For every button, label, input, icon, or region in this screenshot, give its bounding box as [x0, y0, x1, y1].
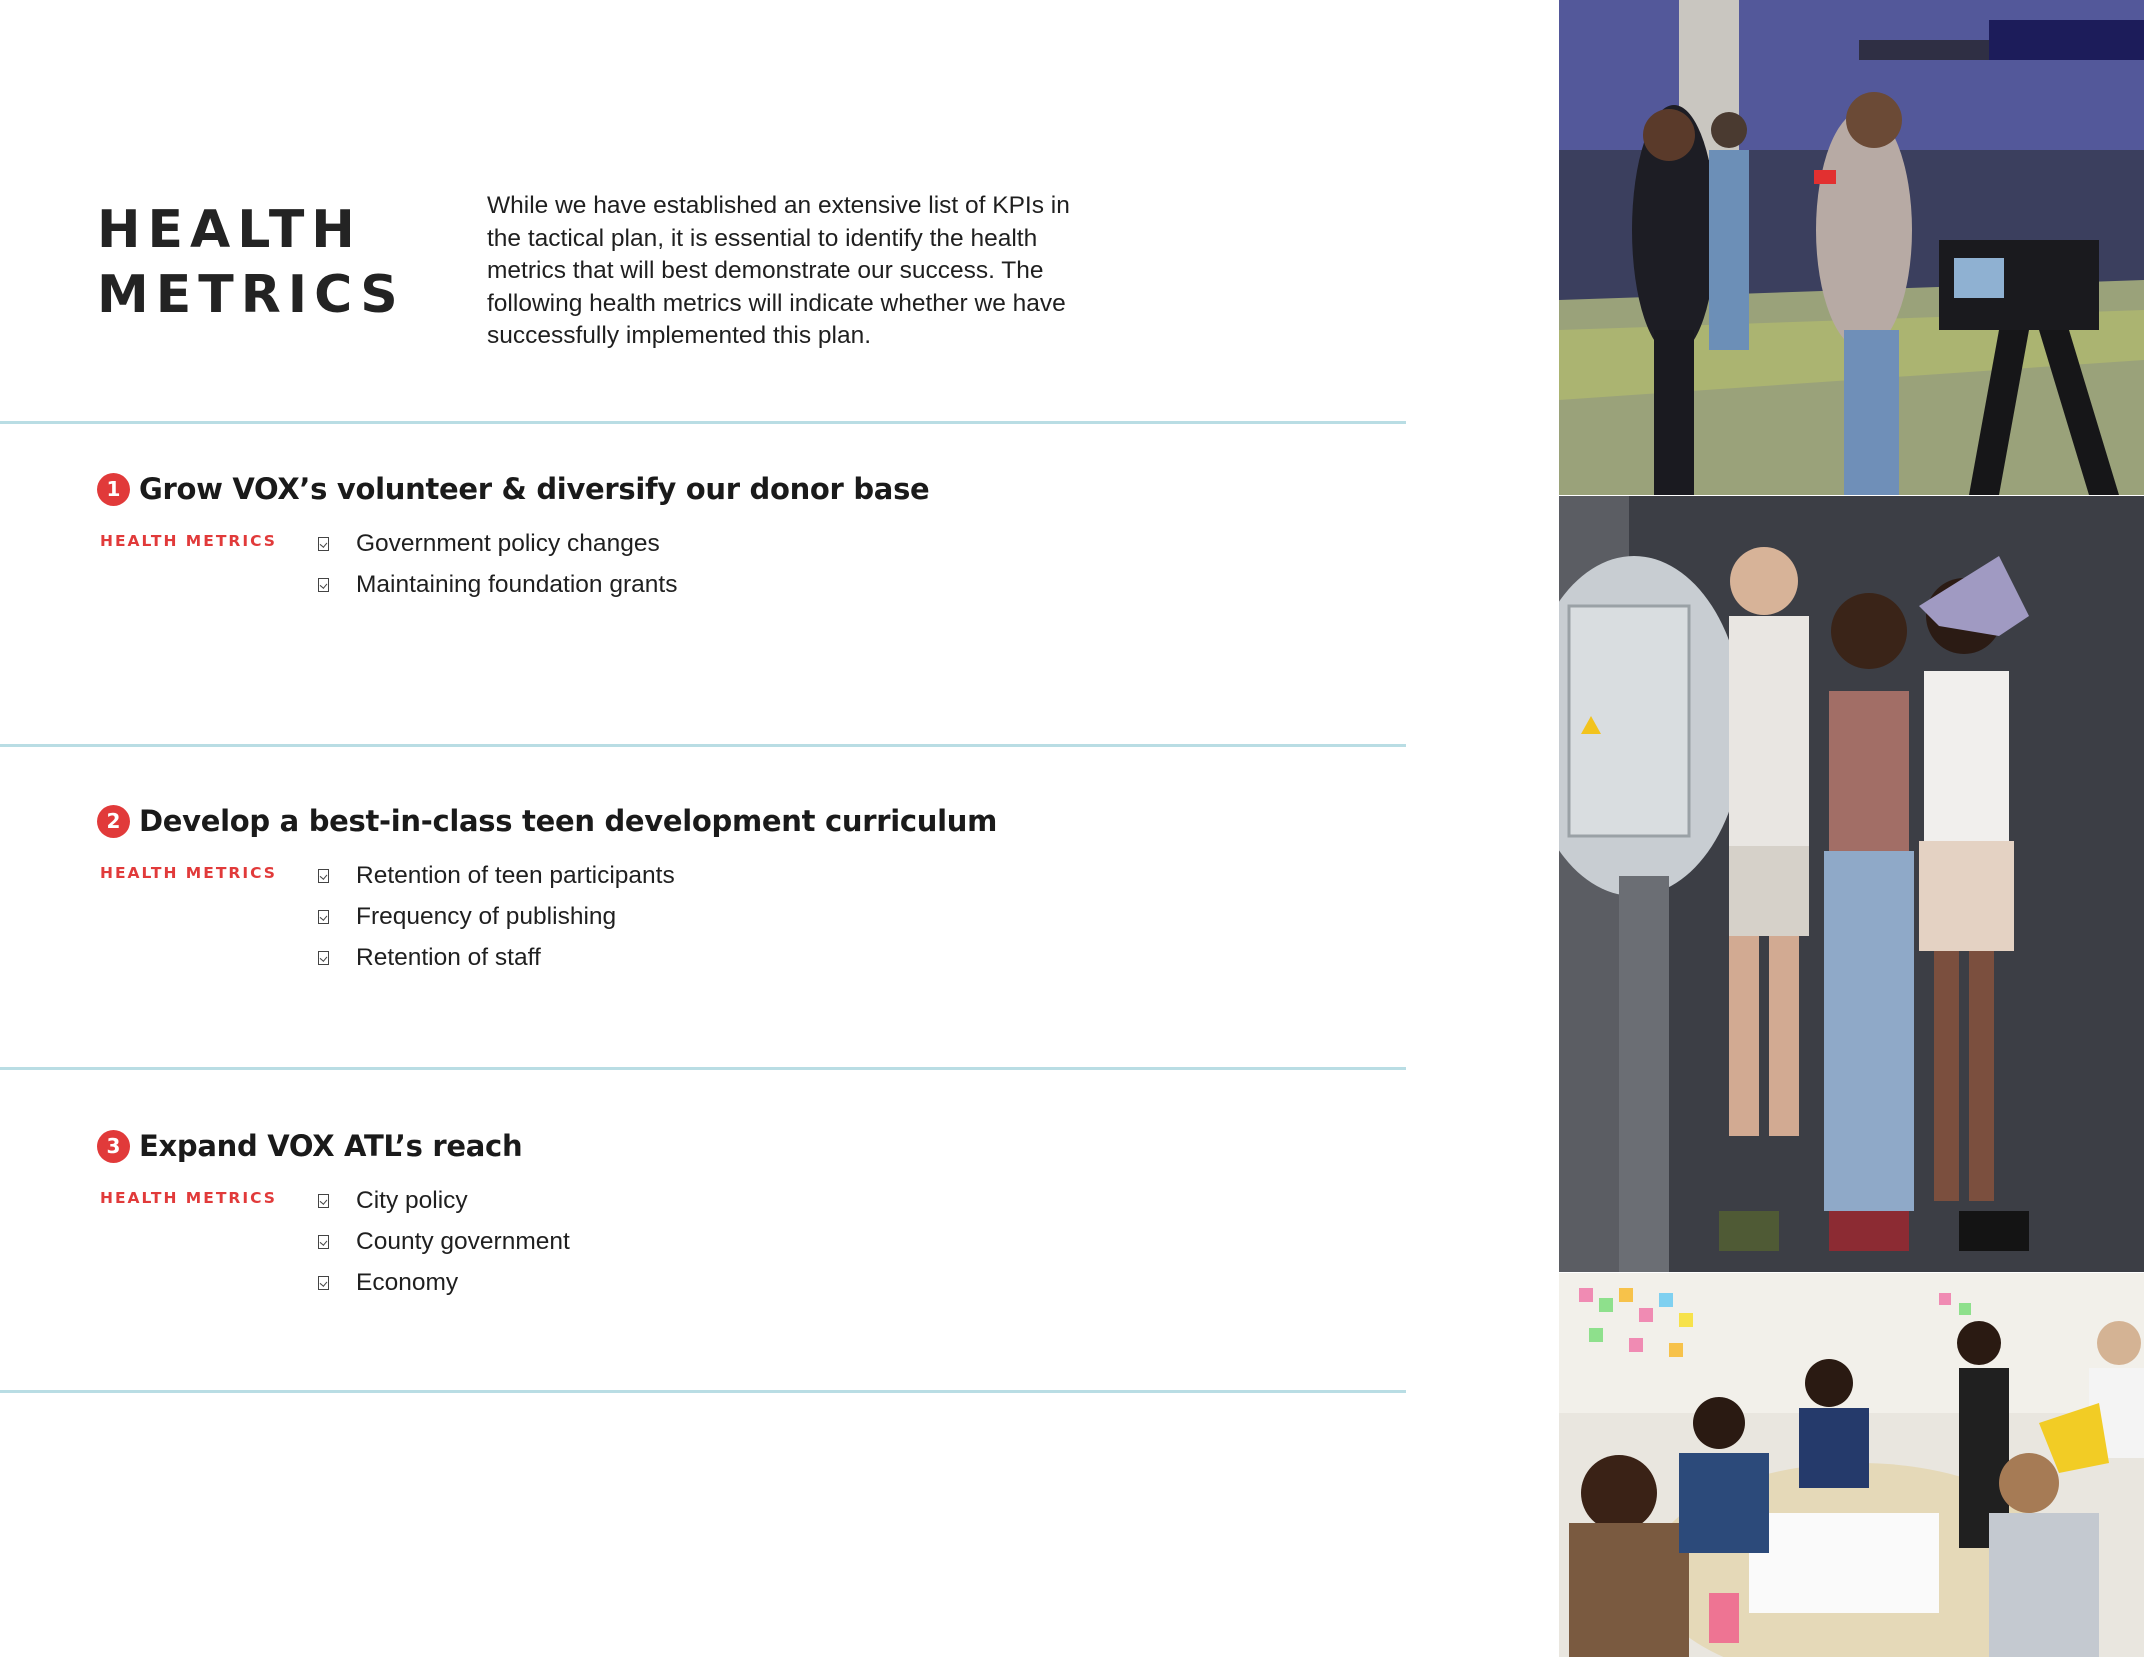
metric-text: County government [356, 1227, 570, 1255]
metric-item [318, 1221, 570, 1262]
photo-interview-icon [1559, 0, 2144, 495]
divider-3 [0, 1067, 1406, 1070]
checkbox-icon [318, 951, 329, 965]
metric-list [318, 855, 675, 978]
health-metrics-label: HEALTH METRICS [100, 532, 277, 550]
metric-list [318, 523, 677, 605]
goal-heading [97, 1124, 1397, 1168]
photo-interview [1559, 0, 2144, 495]
page-title-line-2: METRICS [97, 265, 405, 325]
metric-text: Government policy changes [356, 529, 660, 557]
metric-text: Economy [356, 1268, 459, 1296]
metric-item [318, 855, 675, 896]
metric-text: Retention of staff [356, 943, 541, 971]
metric-text: City policy [356, 1186, 468, 1214]
photo-group-icon [1559, 496, 2144, 1272]
metric-item [318, 564, 677, 605]
divider-4 [0, 1390, 1406, 1393]
health-metrics-label: HEALTH METRICS [100, 864, 277, 882]
goal-number-badge: 3 [97, 1130, 130, 1163]
metric-item [318, 1262, 570, 1303]
goal-title: Develop a best-in-class teen development curriculum [139, 804, 997, 838]
metric-item [318, 937, 675, 978]
goal-section-2 [97, 799, 1397, 971]
metric-item [318, 523, 677, 564]
page-title-line-1: HEALTH [97, 200, 362, 260]
checkbox-icon [318, 1194, 329, 1208]
goal-section-3 [97, 1124, 1397, 1296]
divider-1 [0, 421, 1406, 424]
health-metrics-label: HEALTH METRICS [100, 1189, 277, 1207]
photo-workshop-icon [1559, 1273, 2144, 1657]
goal-heading [97, 467, 1397, 511]
goal-heading [97, 799, 1397, 843]
goal-number-badge: 1 [97, 473, 130, 506]
metric-item [318, 1180, 570, 1221]
photo-workshop [1559, 1273, 2144, 1657]
metric-list [318, 1180, 570, 1303]
goal-section-1 [97, 467, 1397, 598]
page-title [97, 198, 405, 328]
checkbox-icon [318, 1235, 329, 1249]
metric-text: Maintaining foundation grants [356, 570, 678, 598]
metric-text: Retention of teen participants [356, 861, 675, 889]
divider-2 [0, 744, 1406, 747]
checkbox-icon [318, 869, 329, 883]
goal-number-badge: 2 [97, 805, 130, 838]
checkbox-icon [318, 578, 329, 592]
goal-title: Grow VOX’s volunteer & diversify our donor base [139, 472, 930, 506]
checkbox-icon [318, 1276, 329, 1290]
metric-text: Frequency of publishing [356, 902, 617, 930]
photo-group [1559, 496, 2144, 1272]
checkbox-icon [318, 910, 329, 924]
goal-title: Expand VOX ATL’s reach [139, 1129, 523, 1163]
metric-item [318, 896, 675, 937]
checkbox-icon [318, 537, 329, 551]
intro-paragraph: While we have established an extensive list of KPIs in the tactical plan, it is essential to identify the health metrics that will best demonstrate our success. The following health metrics will indicate whether we have successfully implemented this plan. [487, 192, 1070, 349]
